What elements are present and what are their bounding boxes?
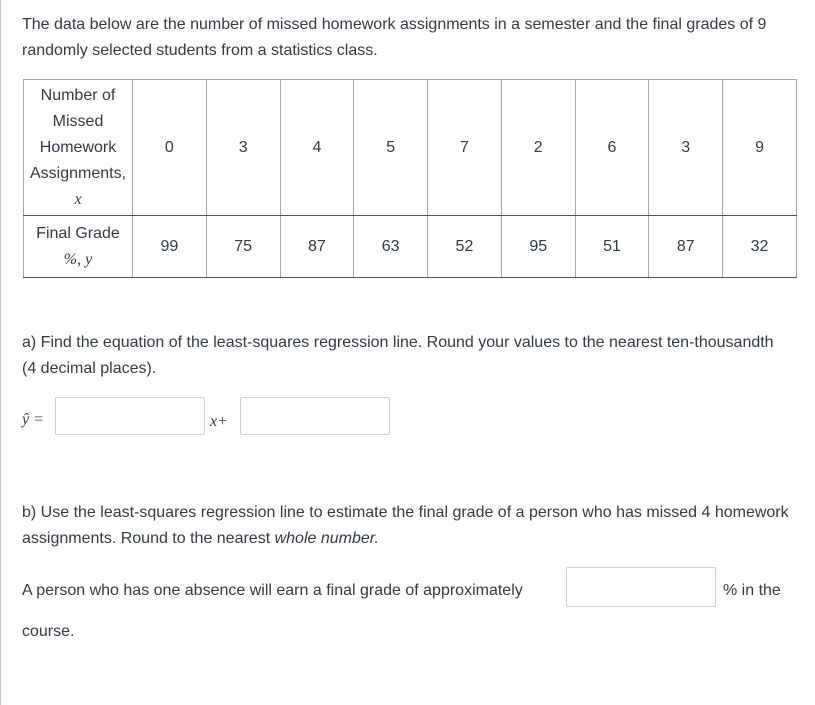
header-line-variable: x [74,190,82,208]
final-grade-input[interactable] [566,567,716,607]
y-cell: 95 [501,216,575,278]
y-cell: 75 [206,216,280,278]
part-a-question: a) Find the equation of the least-squares regression line. Round your values to the nearest ten-thousandth (4 decimal places). [22,334,774,377]
yhat-label: ŷ = [22,411,44,428]
part-b-text: b) Use the least-squares regression line to estimate the final grade of a person who has missed 4 homework assignments. Round to the nearest [22,504,789,547]
intercept-input[interactable] [240,397,390,435]
slope-input[interactable] [55,397,205,435]
header-line-variable: %, y [63,250,93,268]
header-line: Assignments, [29,164,127,182]
x-cell: 6 [575,80,649,216]
row-header-missed [24,80,133,216]
part-b-emphasis: whole number. [274,530,379,547]
left-border [0,0,1,705]
header-line: Missed [52,112,104,130]
header-line: Homework [39,138,117,156]
y-cell: 32 [723,216,797,278]
y-cell: 99 [133,216,207,278]
part-b-question [22,500,792,552]
x-plus-label: x+ [210,413,228,430]
x-cell: 5 [354,80,428,216]
x-cell: 7 [428,80,502,216]
table-row-missed [24,80,797,216]
x-cell: 4 [280,80,354,216]
x-cell: 3 [206,80,280,216]
x-cell: 2 [501,80,575,216]
table-row-grade [24,216,797,278]
answer-suffix: % in the [723,582,781,599]
x-cell: 3 [649,80,723,216]
header-line: Final Grade [36,224,120,242]
x-cell: 0 [133,80,207,216]
row-header-grade [24,216,133,278]
data-table [23,79,797,278]
problem-intro: The data below are the number of missed homework assignments in a semester and the final grades of 9 randomly selected students from a statistics class. [22,16,767,59]
y-cell: 51 [575,216,649,278]
y-cell: 87 [649,216,723,278]
y-cell: 52 [428,216,502,278]
y-cell: 87 [280,216,354,278]
answer-prefix: A person who has one absence will earn a final grade of approximately [22,582,523,599]
answer-suffix-line2: course. [22,623,75,640]
y-cell: 63 [354,216,428,278]
header-line: Number of [40,86,116,104]
x-cell: 9 [723,80,797,216]
